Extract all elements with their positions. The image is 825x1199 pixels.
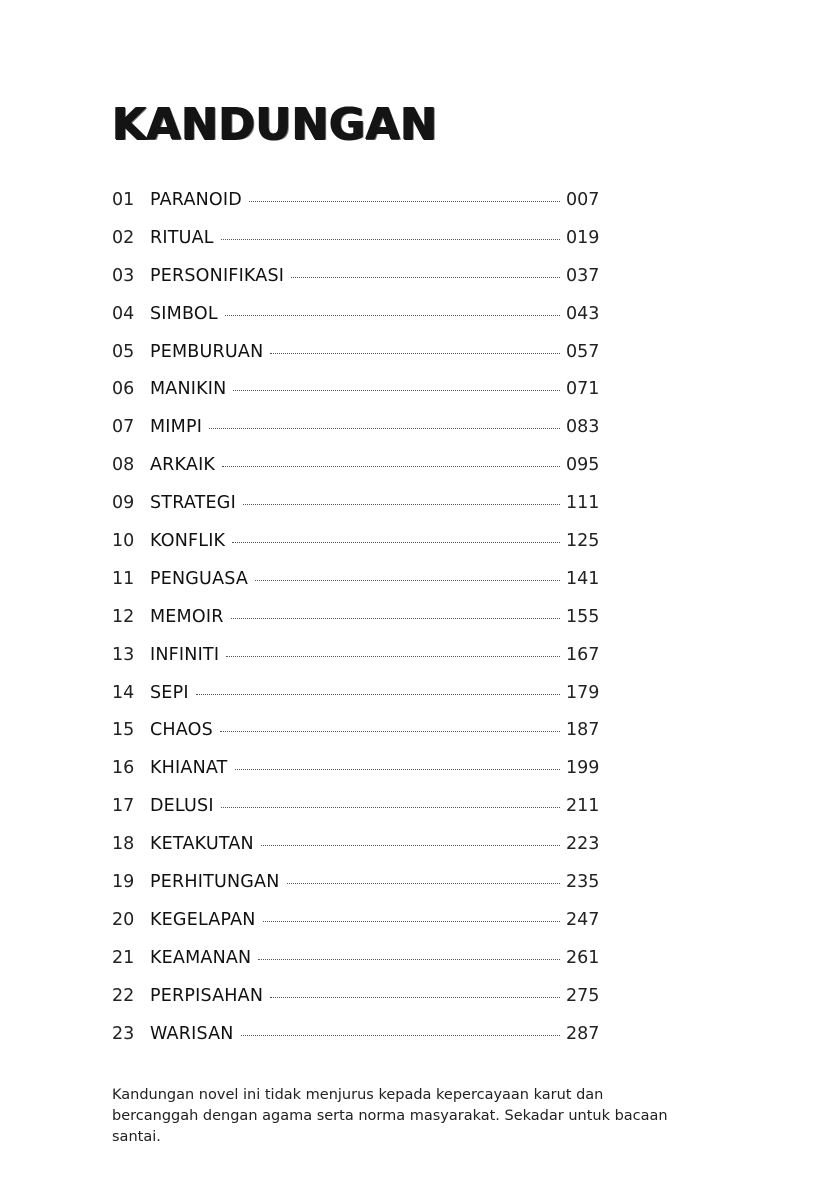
dot-leader: [231, 618, 560, 619]
chapter-number: 23: [112, 1023, 135, 1044]
page-number: 083: [566, 417, 600, 438]
toc-row: [112, 825, 600, 863]
chapter-title: WARISAN: [150, 1023, 234, 1044]
page-number: 247: [566, 909, 600, 930]
chapter-number: 20: [112, 909, 135, 930]
dot-leader: [221, 239, 560, 240]
chapter-number: 12: [112, 606, 135, 627]
dot-leader: [196, 694, 560, 695]
chapter-title: KETAKUTAN: [150, 834, 254, 855]
dot-leader: [233, 390, 560, 391]
chapter-title: CHAOS: [150, 720, 213, 741]
toc-row: [112, 636, 600, 674]
toc-row: [112, 901, 600, 939]
page-number: 223: [566, 834, 600, 855]
toc-row: [112, 598, 600, 636]
chapter-number: 13: [112, 644, 135, 665]
chapter-title: MIMPI: [150, 417, 203, 438]
toc-row: [112, 295, 600, 333]
table-of-contents: [112, 181, 600, 1052]
toc-row: [112, 446, 600, 484]
dot-leader: [220, 731, 560, 732]
chapter-title: RITUAL: [150, 227, 214, 248]
chapter-title: DELUSI: [150, 796, 214, 817]
toc-row: [112, 674, 600, 712]
page-number: 155: [566, 606, 600, 627]
page-number: 275: [566, 985, 600, 1006]
disclaimer-note: Kandungan novel ini tidak menjurus kepada kepercayaan karut dan bercanggah dengan agama serta norma masyarakat. Sekadar untuk bacaan santai.: [112, 1087, 668, 1145]
chapter-number: 22: [112, 985, 135, 1006]
chapter-title: SIMBOL: [150, 303, 218, 324]
chapter-number: 17: [112, 796, 135, 817]
page-number: 071: [566, 379, 600, 400]
chapter-title: PERHITUNGAN: [150, 871, 280, 892]
dot-leader: [232, 542, 560, 543]
page-number: 287: [566, 1023, 600, 1044]
page-number: 111: [566, 493, 600, 514]
chapter-title: PERSONIFIKASI: [150, 265, 285, 286]
toc-row: [112, 749, 600, 787]
page-number: 037: [566, 265, 600, 286]
chapter-number: 02: [112, 227, 135, 248]
page-number: 095: [566, 455, 600, 476]
chapter-title: KEAMANAN: [150, 947, 252, 968]
page-number: 057: [566, 341, 600, 362]
chapter-title: PERPISAHAN: [150, 985, 264, 1006]
dot-leader: [222, 466, 560, 467]
chapter-title: SEPI: [150, 682, 189, 703]
chapter-number: 11: [112, 568, 135, 589]
chapter-number: 14: [112, 682, 135, 703]
dot-leader: [243, 504, 560, 505]
chapter-number: 04: [112, 303, 135, 324]
toc-row: [112, 787, 600, 825]
toc-row: [112, 219, 600, 257]
toc-row: [112, 370, 600, 408]
chapter-number: 15: [112, 720, 135, 741]
page-number: 211: [566, 796, 600, 817]
chapter-title: MEMOIR: [150, 606, 224, 627]
page-number: 199: [566, 758, 600, 779]
page-number: 019: [566, 227, 600, 248]
dot-leader: [226, 656, 560, 657]
chapter-number: 09: [112, 493, 135, 514]
chapter-title: INFINITI: [150, 644, 220, 665]
chapter-title: PENGUASA: [150, 568, 249, 589]
page-number: 179: [566, 682, 600, 703]
chapter-number: 10: [112, 530, 135, 551]
chapter-number: 03: [112, 265, 135, 286]
toc-row: [112, 863, 600, 901]
chapter-number: 16: [112, 758, 135, 779]
chapter-title: PARANOID: [150, 189, 242, 210]
chapter-title: KEGELAPAN: [150, 909, 256, 930]
page-number: 261: [566, 947, 600, 968]
chapter-number: 18: [112, 834, 135, 855]
dot-leader: [235, 769, 560, 770]
dot-leader: [291, 277, 560, 278]
dot-leader: [255, 580, 560, 581]
chapter-number: 19: [112, 871, 135, 892]
dot-leader: [287, 883, 560, 884]
page-number: 141: [566, 568, 600, 589]
toc-row: [112, 333, 600, 371]
chapter-title: MANIKIN: [150, 379, 227, 400]
toc-row: [112, 711, 600, 749]
chapter-number: 21: [112, 947, 135, 968]
toc-row: [112, 977, 600, 1015]
chapter-number: 06: [112, 379, 135, 400]
dot-leader: [221, 807, 560, 808]
chapter-number: 05: [112, 341, 135, 362]
chapter-number: 08: [112, 455, 135, 476]
toc-row: [112, 257, 600, 295]
page-number: 235: [566, 871, 600, 892]
page-number: 043: [566, 303, 600, 324]
dot-leader: [249, 201, 560, 202]
toc-row: [112, 1015, 600, 1053]
toc-row: [112, 484, 600, 522]
dot-leader: [241, 1035, 560, 1036]
dot-leader: [270, 997, 560, 998]
dot-leader: [261, 845, 560, 846]
page-number: 167: [566, 644, 600, 665]
toc-row: [112, 939, 600, 977]
chapter-title: ARKAIK: [150, 455, 216, 476]
chapter-title: PEMBURUAN: [150, 341, 264, 362]
dot-leader: [258, 959, 560, 960]
chapter-title: KONFLIK: [150, 530, 226, 551]
chapter-number: 01: [112, 189, 135, 210]
chapter-title: KHIANAT: [150, 758, 228, 779]
dot-leader: [263, 921, 560, 922]
toc-row: [112, 181, 600, 219]
dot-leader: [225, 315, 560, 316]
toc-row: [112, 408, 600, 446]
dot-leader: [270, 353, 560, 354]
page-number: 007: [566, 189, 600, 210]
page-number: 187: [566, 720, 600, 741]
chapter-title: STRATEGI: [150, 493, 236, 514]
page-title: KANDUNGAN: [112, 99, 438, 150]
toc-row: [112, 560, 600, 598]
chapter-number: 07: [112, 417, 135, 438]
dot-leader: [209, 428, 560, 429]
page-number: 125: [566, 530, 600, 551]
toc-row: [112, 522, 600, 560]
